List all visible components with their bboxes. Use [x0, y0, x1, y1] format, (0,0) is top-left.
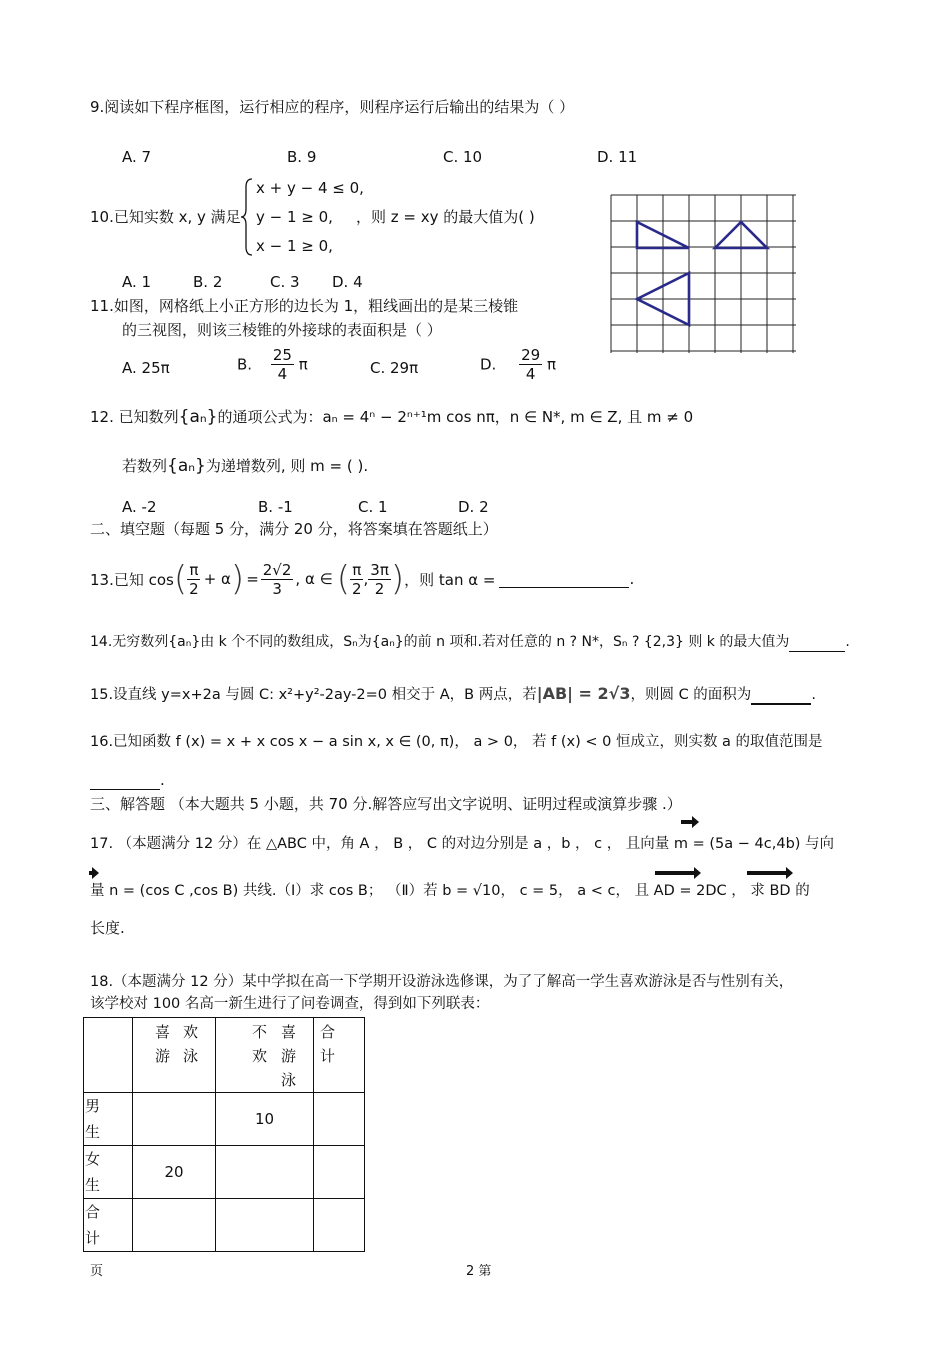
table-row-label-total: 合计 — [84, 1199, 133, 1252]
q11-option-a: A. 25π — [122, 359, 170, 377]
q12-line-2: 若数列{aₙ}为递增数列, 则 m = ( ). — [122, 456, 369, 476]
q13-answer-blank[interactable] — [499, 571, 629, 588]
q12-option-c: C. 1 — [358, 498, 388, 516]
q9-option-d: D. 11 — [597, 148, 638, 166]
q11-option-b: B. $\frac{25}{4}$ π — [237, 346, 308, 383]
footer-left: 页 — [90, 1264, 104, 1279]
vector-m-arrow — [681, 820, 693, 824]
table-row-label-male: 男生 — [84, 1093, 133, 1146]
q10-option-c: C. 3 — [270, 273, 300, 291]
table-row — [84, 1093, 365, 1146]
table-header-total: 合计 — [314, 1018, 365, 1093]
table-cell — [314, 1146, 365, 1199]
contingency-table — [83, 1017, 365, 1252]
table-cell — [314, 1199, 365, 1252]
footer-page-number: 2 第 — [466, 1264, 492, 1279]
table-row — [84, 1199, 365, 1252]
q12-sequence: {aₙ} — [178, 407, 218, 427]
table-header-dislike-swimming: 不喜欢游泳 — [216, 1018, 314, 1093]
table-header-corner — [84, 1018, 133, 1093]
table-cell: 10 — [216, 1093, 314, 1146]
table-header-like-swimming: 喜欢游泳 — [133, 1018, 216, 1093]
q12-option-a: A. -2 — [122, 498, 157, 516]
vector-ad-arrow — [655, 871, 695, 875]
q15: 15.设直线 y=x+2a 与圆 C: x²+y²-2ay-2=0 相交于 A，B 两点，若|AB| = 2√3，则圆 C 的面积为 . — [90, 684, 816, 703]
vector-n-arrow — [89, 871, 93, 875]
table-cell — [133, 1199, 216, 1252]
section-2-heading: 二、填空题（每题 5 分，满分 20 分，将答案填在答题纸上） — [90, 520, 498, 538]
q17-line-2: 量 n = (cos C ,cos B) 共线.（Ⅰ）求 cos B； （Ⅱ）若 b = √10， c = 5， a < c， 且 AD = 2DC ， 求 BD 的 — [90, 883, 810, 899]
q16-text: 16.已知函数 f (x) = x + x cos x − a sin x, x ∈ (0, π)， a > 0， 若 f (x) < 0 恒成立，则实数 a 的取值范围是 — [90, 734, 823, 750]
q16-blank-line: . — [90, 770, 165, 790]
q10-prefix: 10.已知实数 x, y 满足 — [90, 208, 241, 226]
q9-option-b: B. 9 — [287, 148, 317, 166]
q10-option-b: B. 2 — [193, 273, 223, 291]
table-cell — [216, 1146, 314, 1199]
q14: 14.无穷数列{aₙ}由 k 个不同的数组成，Sₙ为{aₙ}的前 n 项和.若对任意的 n ? N*，Sₙ ? {2,3} 则 k 的最大值为 . — [90, 634, 850, 650]
q11-line-1: 11.如图，网格纸上小正方形的边长为 1，粗线画出的是某三棱锥 — [90, 297, 519, 315]
q11-line-2: 的三视图，则该三棱锥的外接球的表面积是（ ） — [122, 321, 442, 339]
q10-constraint-1: x + y − 4 ≤ 0, — [256, 179, 364, 197]
q10-constraint-3: x − 1 ≥ 0, — [256, 237, 333, 255]
vector-dc-arrow — [747, 871, 787, 875]
section-3-heading: 三、解答题 （本大题共 5 小题，共 70 分.解答应写出文字说明、证明过程或演算步骤 .） — [90, 795, 682, 813]
q17-line-3: 长度. — [90, 919, 125, 937]
q12-line-1: 12. 已知数列{aₙ}的通项公式为：aₙ = 4ⁿ − 2ⁿ⁺¹m cos nπ，n ∈ N*, m ∈ Z, 且 m ≠ 0 — [90, 407, 694, 427]
table-row-label-female: 女生 — [84, 1146, 133, 1199]
q9-stem: 9.阅读如下程序框图，运行相应的程序，则程序运行后输出的结果为（ ） — [90, 98, 575, 116]
table-cell — [216, 1199, 314, 1252]
q17-line-1: 17. （本题满分 12 分）在 △ABC 中，角 A ， B ， C 的对边分别是 a ，b ， c ， 且向量 m = (5a − 4c,4b) 与向 — [90, 836, 835, 852]
table-row — [84, 1146, 365, 1199]
q13: 13.已知 cos ( $\frac{\pi}{2}$ + α ) = $\frac{2√2}{3}$ , α ∈ ( $\frac{\pi}{2}$ , $\frac{3\pi}{2}$ ) ，则 tan α = . — [90, 559, 635, 599]
q10-constraint-2: y − 1 ≥ 0, — [256, 208, 333, 226]
q15-chord-length: |AB| = 2√3 — [536, 684, 631, 703]
q10-brace — [240, 177, 254, 257]
q11-option-c: C. 29π — [370, 359, 419, 377]
q15-answer-blank[interactable] — [751, 687, 811, 705]
table-header-row — [84, 1018, 365, 1093]
q18-line-2: 该学校对 100 名高一新生进行了问卷调查，得到如下列联表： — [90, 996, 490, 1012]
table-cell: 20 — [133, 1146, 216, 1199]
q9-option-a: A. 7 — [122, 148, 152, 166]
q10-suffix: ，则 z = xy 的最大值为( ) — [356, 208, 535, 226]
q11-option-d: D. $\frac{29}{4}$ π — [480, 346, 557, 383]
q9-option-c: C. 10 — [443, 148, 483, 166]
three-view-grid-figure — [608, 193, 800, 355]
q12-option-b: B. -1 — [258, 498, 293, 516]
table-cell — [133, 1093, 216, 1146]
q10-option-a: A. 1 — [122, 273, 152, 291]
q16-answer-blank[interactable] — [90, 773, 160, 790]
q10-option-d: D. 4 — [332, 273, 363, 291]
q18-line-1: 18.（本题满分 12 分）某中学拟在高一下学期开设游泳选修课，为了了解高一学生喜欢游泳是否与性别有关， — [90, 974, 794, 990]
q14-answer-blank[interactable] — [789, 635, 845, 652]
table-cell — [314, 1093, 365, 1146]
q12-option-d: D. 2 — [458, 498, 489, 516]
